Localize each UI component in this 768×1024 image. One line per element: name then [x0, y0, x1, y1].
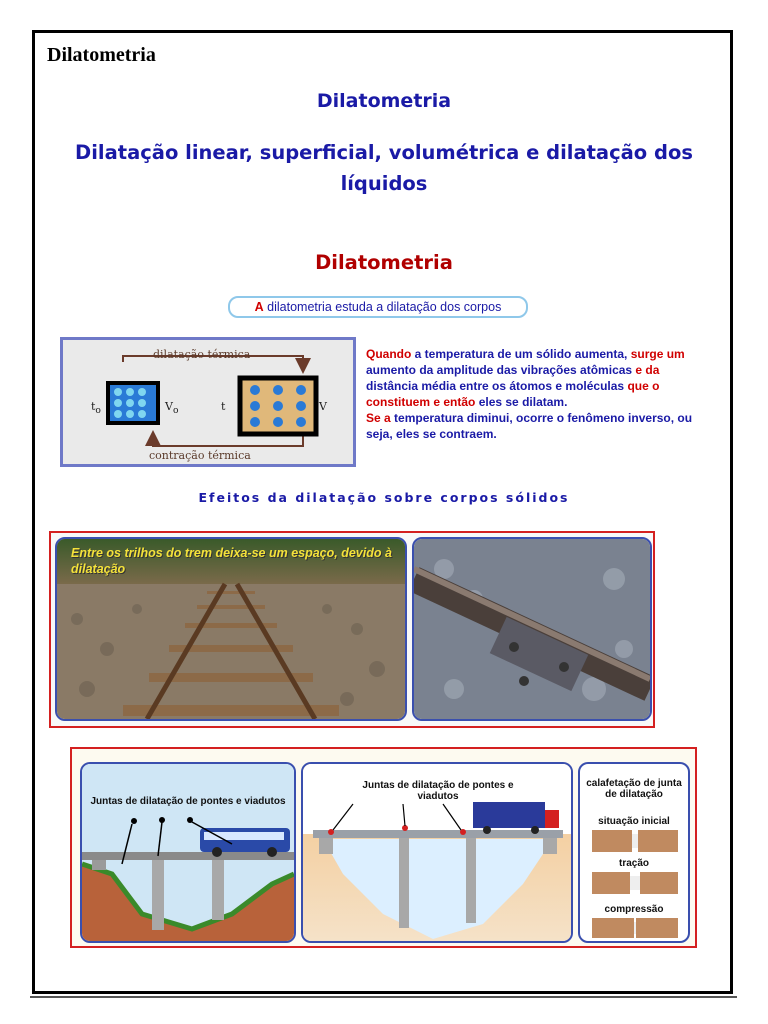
document-title: Dilatometria — [47, 44, 156, 66]
expansion-label: dilatação térmica — [153, 348, 251, 361]
state-initial-label: situação inicial — [598, 816, 670, 827]
bridge-joints-panel — [70, 747, 697, 948]
bridge-left-graphic — [82, 764, 294, 941]
initial-temperature-symbol: $t_o$ — [91, 400, 101, 417]
frame-bottom-rule — [30, 996, 737, 998]
bridge-joints-label-left: Juntas de dilatação de pontes e viadutos — [90, 796, 286, 807]
bridge-illustration-left — [80, 762, 296, 943]
rail-joint-image — [414, 539, 650, 719]
main-heading: Dilatometria — [316, 90, 452, 112]
joint-compression-graphic — [592, 918, 678, 938]
bridge-illustration-middle — [301, 762, 573, 943]
sub-heading: Dilatação linear, superficial, volumétrica e dilatação dos líquidos — [75, 141, 693, 195]
intro-pill — [228, 296, 528, 318]
section-heading: Dilatometria — [315, 251, 453, 274]
state-traction-label: tração — [618, 858, 649, 869]
effects-heading: Efeitos da dilatação sobre corpos sólidos — [198, 490, 570, 505]
bridge-joints-label-middle: Juntas de dilatação de pontes e viadutos — [362, 780, 514, 802]
final-temperature-symbol: t — [221, 400, 226, 413]
thermal-expansion-diagram — [60, 337, 356, 467]
contraction-label: contração térmica — [149, 449, 251, 462]
railway-track-photo — [55, 537, 407, 721]
joint-sealing-illustration — [578, 762, 690, 943]
joint-sealing-title: calafetação de junta de dilatação — [586, 778, 682, 800]
initial-volume-symbol: $V_o$ — [165, 400, 179, 417]
explanation-paragraph: Quando a temperatura de um sólido aumenta, surge um aumento da amplitude das vibrações atômicas e da distância média entre os átomos e moléculas que o constituem e então eles se dilatam. Se a temperatura diminui, ocorre o fenômeno inverso, ou seja, eles se contraem. — [366, 347, 693, 441]
intro-text: dilatometria estuda a dilatação dos corpos — [263, 300, 502, 314]
rail-gap-caption: Entre os trilhos do trem deixa-se um espaço, devido à dilatação — [71, 546, 392, 576]
joint-traction-graphic — [592, 872, 678, 894]
intro-a: A — [254, 300, 264, 314]
rail-joint-photo — [412, 537, 652, 721]
rail-photos-panel — [49, 531, 655, 728]
joint-initial-graphic — [592, 830, 678, 852]
final-volume-symbol: V — [319, 400, 327, 413]
state-compression-label: compressão — [604, 904, 664, 915]
